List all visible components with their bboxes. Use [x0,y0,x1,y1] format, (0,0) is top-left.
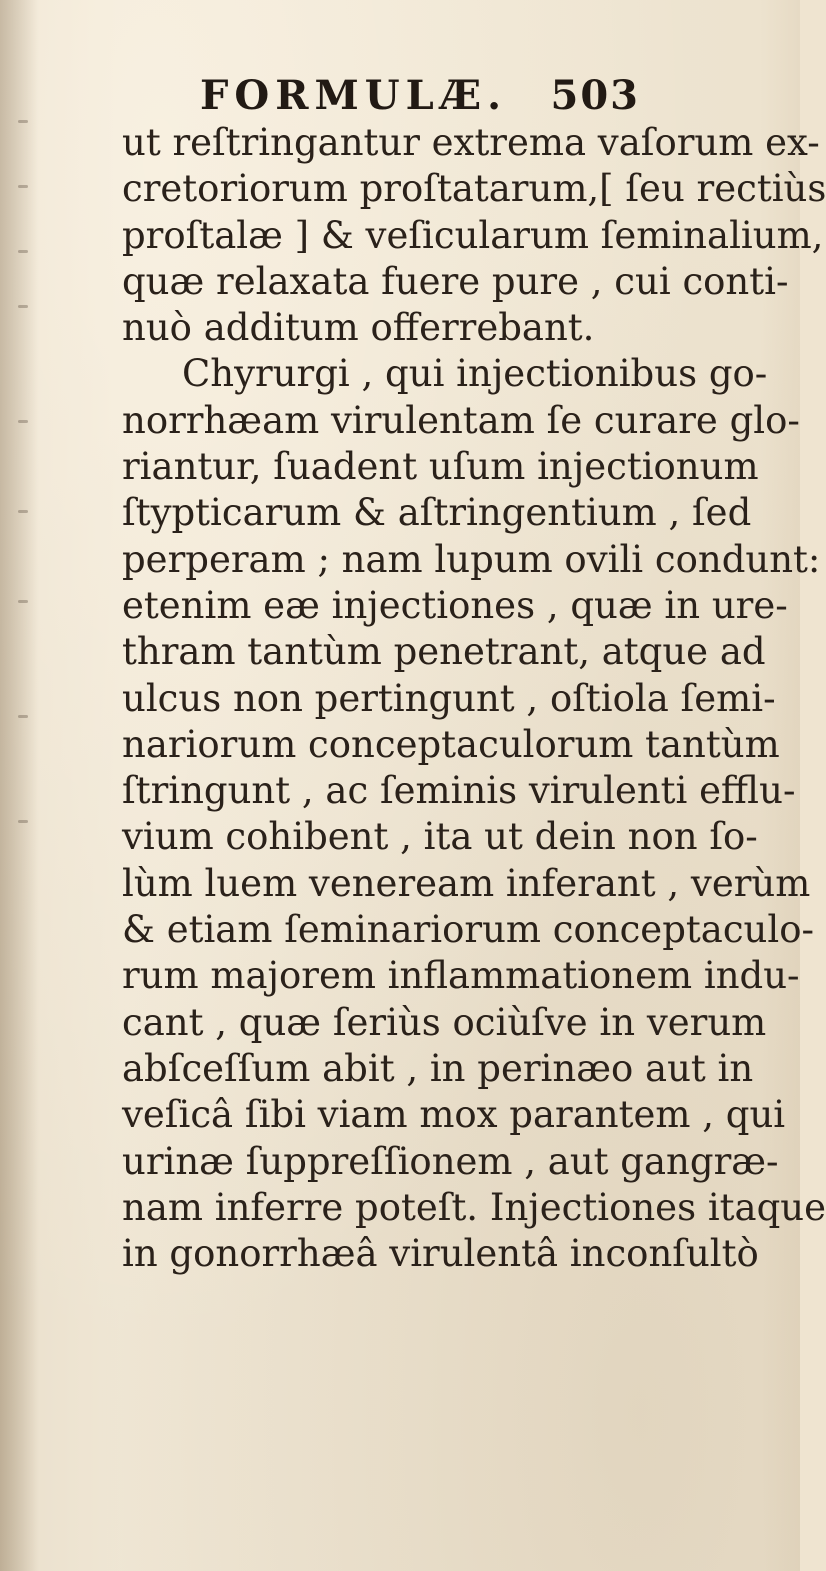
text-line: rum majorem inflammationem indu- [122,954,800,998]
text-line: cant , quæ ſeriùs ociùſve in verum [122,1000,767,1044]
text-line: urinæ ſuppreſſionem , aut gangræ- [122,1139,779,1183]
text-line: veſicâ ſibi viam mox parantem , qui [122,1093,786,1137]
text-line: & etiam ſeminariorum conceptaculo- [122,908,814,952]
text-line: abſceſſum abit , in perinæo aut in [122,1046,754,1090]
text-line: nuò additum offerrebant. [122,306,595,350]
running-head: FORMULÆ. [200,72,508,119]
page-header [200,72,640,119]
page-number: 503 [550,72,640,119]
paragraph-start-line: Chyrurgi , qui injectionibus go- [182,352,768,396]
text-line: norrhæam virulentam ſe curare glo- [122,398,800,442]
margin-marks [18,120,40,940]
text-line: cretoriorum proſtatarum,[ ſeu rectiùs [122,167,826,211]
text-line: riantur, ſuadent uſum injectionum [122,445,759,489]
text-line: perperam ; nam lupum ovili condunt: [122,537,821,581]
text-line: nam inferre poteſt. Injectiones itaque [122,1185,826,1229]
text-line: quæ relaxata fuere pure , cui conti- [122,259,789,303]
text-line: ſtringunt , ac ſeminis virulenti efflu- [122,769,796,813]
text-line: ut reſtringantur extrema vaſorum ex- [122,121,820,164]
body-text [122,120,826,1277]
text-line: lùm luem veneream inferant , verùm [122,861,811,905]
text-line: proſtalæ ] & veſicularum ſeminalium, [122,213,824,257]
text-line: ulcus non pertingunt , oſtiola ſemi- [122,676,776,720]
text-line: vium cohibent , ita ut dein non ſo- [122,815,758,859]
text-line: etenim eæ injectiones , quæ in ure- [122,583,788,627]
text-line: ſtypticarum & aſtringentium , ſed [122,491,752,535]
text-line: nariorum conceptaculorum tantùm [122,722,780,766]
text-line: thram tantùm penetrant, atque ad [122,630,766,674]
text-line: in gonorrhæâ virulentâ inconſultò [122,1232,759,1276]
